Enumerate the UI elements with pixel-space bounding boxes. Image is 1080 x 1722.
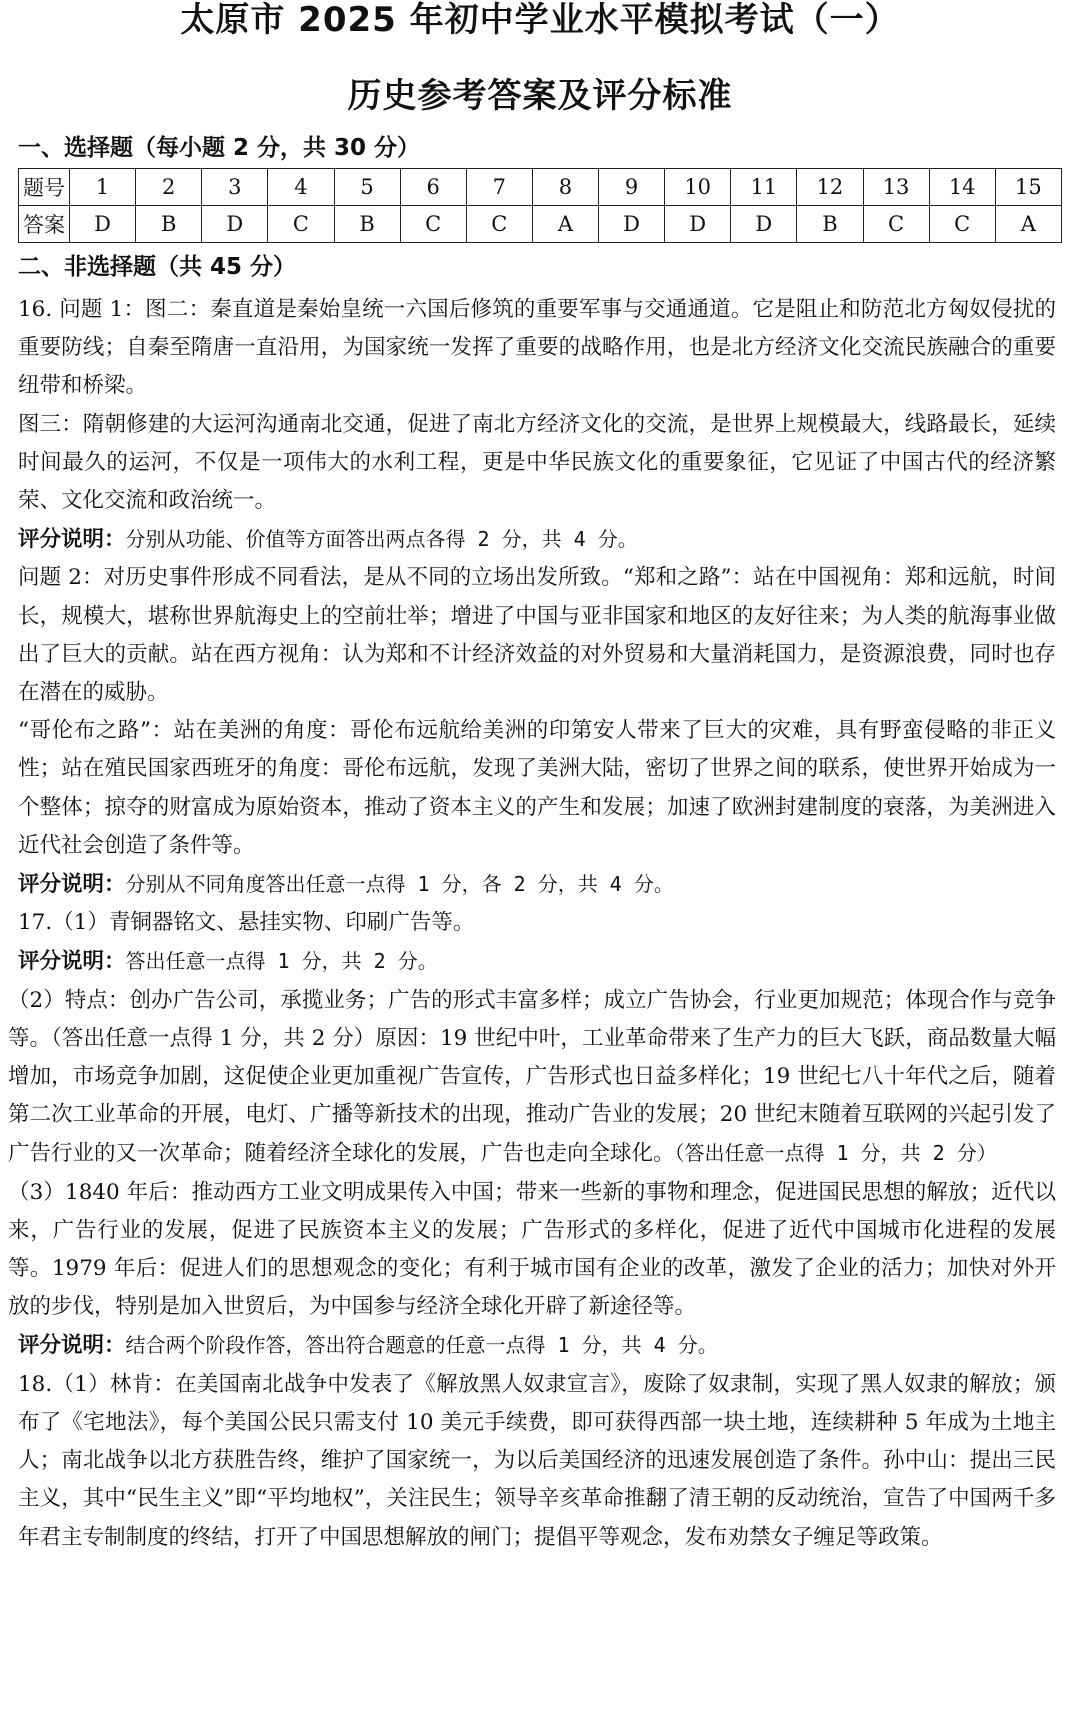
- scoring-note-label: 评分说明：: [18, 949, 126, 975]
- table-row: [19, 169, 1062, 206]
- answer-cell: D: [665, 206, 731, 243]
- scoring-note-text: 结合两个阶段作答，答出符合题意的任意一点得 1 分，共 4 分。: [125, 1333, 718, 1358]
- q16-paragraph-3: 问题 2：对历史事件形成不同看法，是从不同的立场出发所致。“郑和之路”：站在中国视角：郑和远航，时间长，规模大，堪称世界航海史上的空前壮举；增进了中国与亚非国家和地区的友好往来；为人类的航海事业做出了巨大的贡献。站在西方视角：认为郑和不计经济效益的对外贸易和大量消耗国力，是资源浪费，同时也存在潜在的威胁。: [18, 565, 1056, 706]
- answer-cell: D: [202, 206, 268, 243]
- answer-cell: D: [70, 206, 136, 243]
- question-number: 3: [202, 169, 268, 206]
- question-number: 10: [665, 169, 731, 206]
- question-number: 12: [797, 169, 863, 206]
- scoring-note-label: 评分说明：: [18, 527, 126, 553]
- question-number: 15: [995, 169, 1061, 206]
- question-number: 5: [334, 169, 400, 206]
- question-number: 4: [268, 169, 334, 206]
- table-row: [19, 206, 1062, 243]
- answer-cell: B: [334, 206, 400, 243]
- answer-cell: C: [400, 206, 466, 243]
- scoring-note-label: 评分说明：: [18, 1333, 126, 1359]
- scoring-note-text: 答出任意一点得 1 分，共 2 分。: [125, 949, 438, 974]
- question-number: 1: [70, 169, 136, 206]
- q16-scoring-note-2: [18, 865, 1056, 904]
- q17-scoring-note-1: [18, 942, 1056, 981]
- q16-paragraph-4: “哥伦布之路”：站在美洲的角度：哥伦布远航给美洲的印第安人带来了巨大的灾难，具有野蛮侵略的非正义性；站在殖民国家西班牙的角度：哥伦布远航，发现了美洲大陆，密切了世界之间的联系，使世界开始成为一个整体；掠夺的财富成为原始资本，推动了资本主义的产生和发展；加速了欧洲封建制度的衰落，为美洲进入近代社会创造了条件等。: [18, 718, 1056, 858]
- q17-part2-text: （2）特点：创办广告公司，承揽业务；广告的形式丰富多样；成立广告协会，行业更加规范；体现合作与竞争等。（答出任意一点得 1 分，共 2 分）原因：19 世纪中叶，工业革命带来了生产力的巨大飞跃，商品数量大幅增加，市场竞争加剧，这促使企业更加重视广告宣传，广告形式也日益多样化；19 世纪七八十年代之后，随着第二次工业革命的开展，电灯、广播等新技术的出现，推动广告业的发展；20 世纪末随着互联网的兴起引发了广告行业的又一次革命；随着经济全球化的发展，广告也走向全球化。: [8, 987, 1056, 1167]
- question-number: 7: [466, 169, 532, 206]
- q17-scoring-note-2: [18, 1326, 1056, 1365]
- q17-paragraph-2: [8, 982, 1056, 1174]
- row-label-number: 题号: [19, 169, 70, 206]
- answer-table: [18, 168, 1062, 243]
- question-number: 6: [400, 169, 466, 206]
- question-number: 8: [532, 169, 598, 206]
- scoring-note-text: 分别从功能、价值等方面答出两点各得 2 分，共 4 分。: [125, 527, 638, 552]
- answer-cell: D: [599, 206, 665, 243]
- row-label-answer: 答案: [19, 206, 70, 243]
- answer-cell: C: [863, 206, 929, 243]
- answers-body: [8, 291, 1062, 1557]
- q17-paragraph-1: 17.（1）青铜器铭文、悬挂实物、印刷广告等。: [18, 910, 475, 936]
- section2-heading: 二、非选择题（共 45 分）: [18, 254, 297, 280]
- exam-title: 太原市 2025 年初中学业水平模拟考试（一）: [180, 0, 900, 40]
- answer-cell: A: [995, 206, 1061, 243]
- answer-cell: A: [532, 206, 598, 243]
- question-number: 9: [599, 169, 665, 206]
- scoring-note-text: 分别从不同角度答出任意一点得 1 分，各 2 分，共 4 分。: [125, 872, 674, 897]
- section1-heading: 一、选择题（每小题 2 分，共 30 分）: [18, 135, 421, 161]
- answer-cell: C: [268, 206, 334, 243]
- q16-scoring-note-1: [18, 520, 1056, 559]
- question-number: 2: [136, 169, 202, 206]
- q18-paragraph-1: 18.（1）林肯：在美国南北战争中发表了《解放黑人奴隶宣言》，废除了奴隶制，实现了黑人奴隶的解放；颁布了《宅地法》，每个美国公民只需支付 10 美元手续费，即可获得西部一块土地，连续耕种 5 年成为土地主人；南北战争以北方获胜告终，维护了国家统一，为以后美国经济的迅速发展创造了条件。孙中山：提出三民主义，其中“民生主义”即“平均地权”，关注民生；领导辛亥革命推翻了清王朝的反动统治，宣告了中国两千多年君主专制制度的终结，打开了中国思想解放的闸门；提倡平等观念，发布劝禁女子缠足等政策。: [18, 1371, 1056, 1550]
- answer-cell: C: [929, 206, 995, 243]
- scoring-note-label: 评分说明：: [18, 872, 126, 898]
- q17-paragraph-3: （3）1840 年后：推动西方工业文明成果传入中国；带来一些新的事物和理念，促进国民思想的解放；近代以来，广告行业的发展，促进了民族资本主义的发展；广告形式的多样化，促进了近代中国城市化进程的发展等。1979 年后：促进人们的思想观念的变化；有利于城市国有企业的改革，激发了企业的活力；加快对外开放的步伐，特别是加入世贸后，为中国参与经济全球化开辟了新途径等。: [8, 1179, 1056, 1320]
- answer-cell: B: [136, 206, 202, 243]
- q17-part2-score: （答出任意一点得 1 分，共 2 分）: [674, 1141, 997, 1166]
- answer-cell: B: [797, 206, 863, 243]
- answer-cell: D: [731, 206, 797, 243]
- q16-paragraph-2: 图三：隋朝修建的大运河沟通南北交通，促进了南北方经济文化的交流，是世界上规模最大，线路最长，延续时间最久的运河，不仅是一项伟大的水利工程，更是中华民族文化的重要象征，它见证了中国古代的经济繁荣、文化交流和政治统一。: [18, 411, 1056, 514]
- question-number: 14: [929, 169, 995, 206]
- exam-subtitle: 历史参考答案及评分标准: [347, 76, 733, 116]
- q16-paragraph-1: 16. 问题 1：图二：秦直道是秦始皇统一六国后修筑的重要军事与交通通道。它是阻止和防范北方匈奴侵扰的重要防线；自秦至隋唐一直沿用，为国家统一发挥了重要的战略作用，也是北方经济文化交流民族融合的重要纽带和桥梁。: [18, 297, 1056, 399]
- answer-cell: C: [466, 206, 532, 243]
- question-number: 13: [863, 169, 929, 206]
- question-number: 11: [731, 169, 797, 206]
